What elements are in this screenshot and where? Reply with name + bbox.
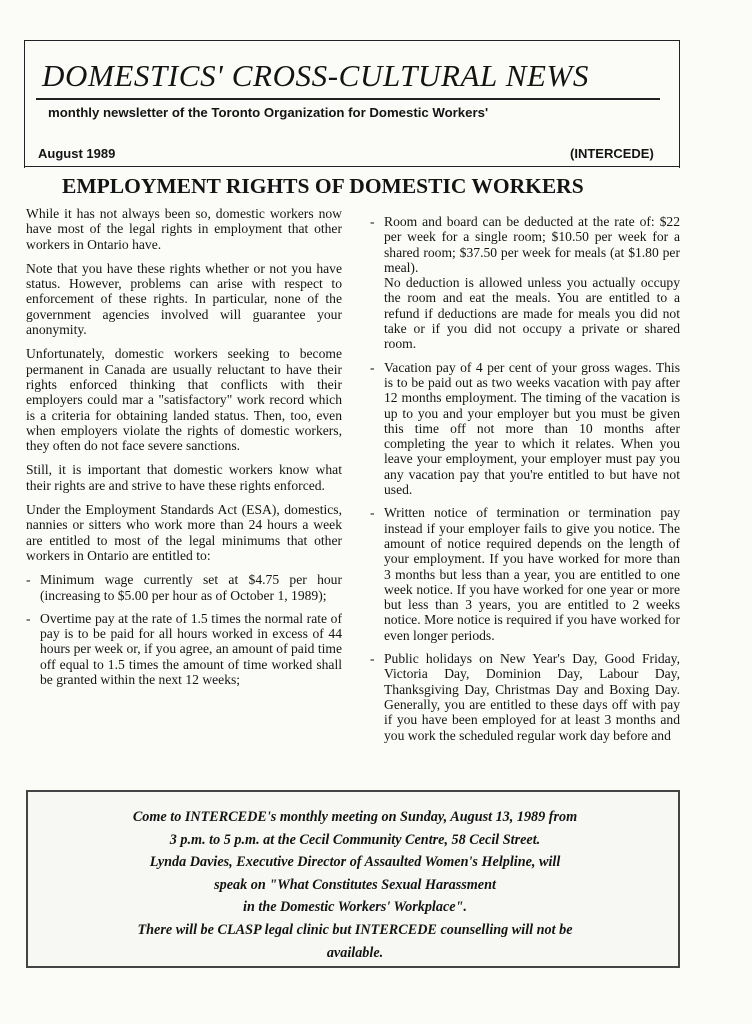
rights-list-left [26,572,342,687]
meeting-announcement-box [26,790,680,968]
rights-list-item [370,651,680,743]
rights-item-text: Vacation pay of 4 per cent of your gross wages. This is to be paid out as two weeks vacation with pay after 12 months employment. The timing of the vacation is up to you and your employer but you must be given this time off not more than 10 months after completing the year to which it relates. When you leave your employment, your employer must pay you any vacation pay that you're entitled to but have not used. [384,359,680,498]
announcement-line: There will be CLASP legal clinic but INTERCEDE counselling will not be [137,921,573,938]
meeting-announcement [48,806,662,964]
article-paragraph: Under the Employment Standards Act (ESA), domestics, nannies or sitters who work more than 24 hours a week are entitled to most of the legal minimums that other workers in Ontario are entitled to: [26,502,342,563]
announcement-line: Come to INTERCEDE's monthly meeting on Sunday, August 13, 1989 from [132,809,578,825]
rights-item-text: Room and board can be deducted at the rate of: $22 per week for a single room; $10.50 per week for a shared room; $37.50 per week for meals (at $1.80 per meal). [384,214,680,275]
announcement-line: available. [326,944,384,961]
article-paragraph: Still, it is important that domestic workers know what their rights are and strive to have these rights enforced. [26,462,342,493]
newsletter-subtitle: monthly newsletter of the Toronto Organization for Domestic Workers' [48,105,489,120]
article-left-column [26,206,342,695]
announcement-line: Lynda Davies, Executive Director of Assaulted Women's Helpline, will [149,854,561,871]
title-rule [36,98,660,100]
article-right-column [370,214,680,751]
announcement-line: in the Domestic Workers' Workplace". [243,899,467,916]
rights-list-right [370,214,680,743]
rights-list-item [370,214,680,352]
rights-item-text: Public holidays on New Year's Day, Good Friday, Victoria Day, Dominion Day, Labour Day, Thanksgiving Day, Christmas Day and Boxing Day. Generally, you are entitled to these days off with pay if you have been employed for at least 3 months and you work the scheduled regular work day before and [384,651,680,743]
article-paragraph: Note that you have these rights whether or not you have status. However, problems can arise with respect to enforcement of these rights. In particular, none of the government agencies involved will guarantee your anonymity. [26,260,342,338]
newsletter-title: DOMESTICS' CROSS-CULTURAL NEWS [42,58,590,93]
rights-item-text: Written notice of termination or termination pay instead if your employer fails to give you notice. The amount of notice required depends on the length of your employment. If you have worked for more than 3 months but less than a year, you are entitled to one week notice. If you have worked for one year or more but less than 3 years, you are entitled to 2 weeks notice. More notice is required if you have worked for even longer periods. [384,505,680,643]
issue-date: August 1989 [38,146,116,161]
rights-list-item [370,360,680,498]
organization-name: (INTERCEDE) [570,146,654,161]
announcement-line: 3 p.m. to 5 p.m. at the Cecil Community Centre, 58 Cecil Street. [169,831,541,848]
article-headline: EMPLOYMENT RIGHTS OF DOMESTIC WORKERS [62,174,584,198]
announcement-line: speak on "What Constitutes Sexual Harassment [214,876,496,893]
masthead-divider [24,166,680,167]
rights-list-item: - Minimum wage currently set at $4.75 per hour (increasing to $5.00 per hour as of October 1, 1989); [26,572,342,603]
article-paragraph: Unfortunately, domestic workers seeking to become permanent in Canada are usually reluctant to have their rights enforced thinking that conflicts with their employers could mar a "satisfactory" work record which is a criteria for obtaining landed status. Then, too, even when employers violate the rights of domestic workers, they often do not face severe sanctions. [26,346,342,454]
rights-list-item [370,505,680,643]
rights-list-item: - Overtime pay at the rate of 1.5 times the normal rate of pay is to be paid for all hours worked in excess of 44 hours per week or, if you agree, an amount of paid time off equal to 1.5 times the amount of time worked shall be granted within the next 12 weeks; [26,611,342,687]
article-paragraph: While it has not always been so, domestic workers now have most of the legal rights in employment that other workers in Ontario have. [26,206,342,252]
rights-item-note: No deduction is allowed unless you actually occupy the room and eat the meals. You are entitled to a refund if deductions are made for meals you did not take or if you did not occupy a private or shared room. [384,275,680,352]
